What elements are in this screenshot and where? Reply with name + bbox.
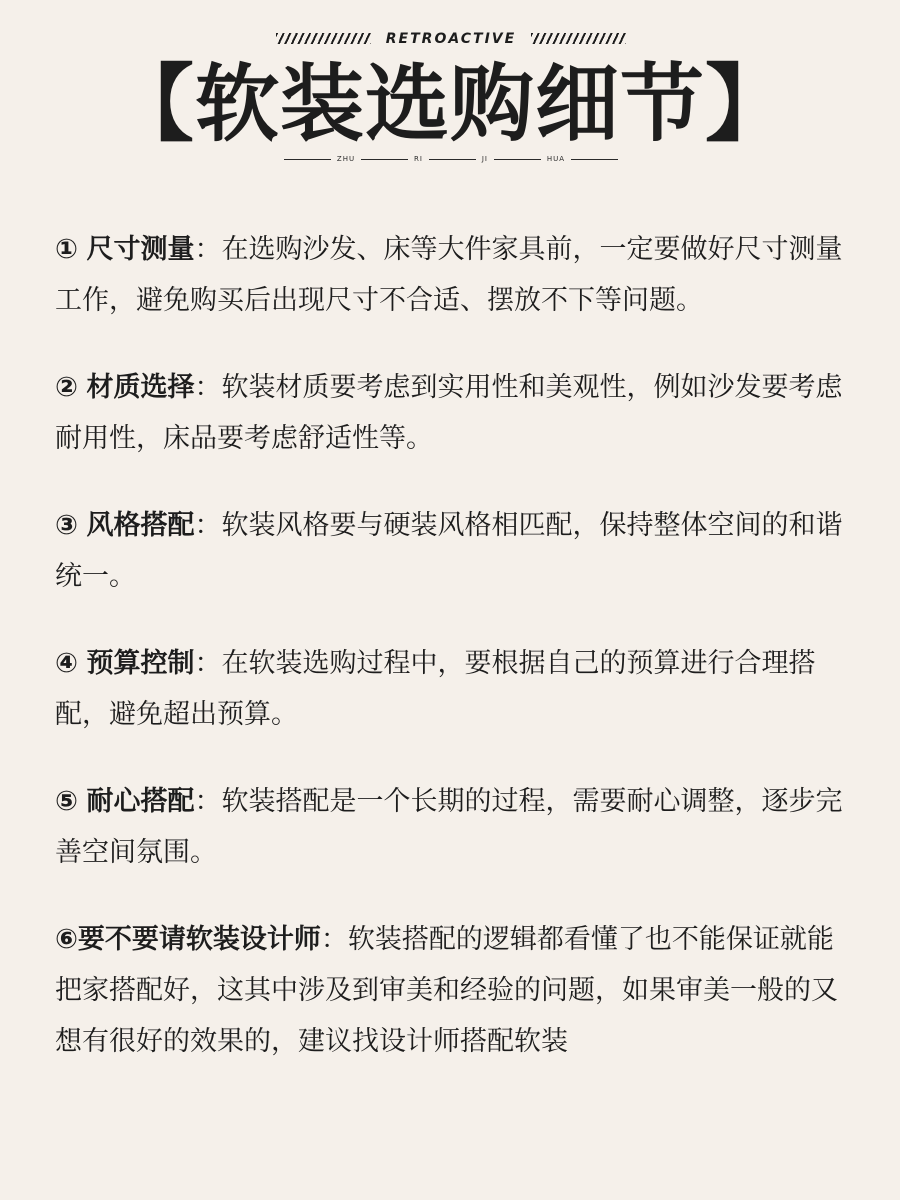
sub-word: JI — [481, 155, 488, 163]
tip-term: 预算控制 — [86, 648, 195, 679]
tip-marker: ⑤ — [55, 786, 78, 817]
tip-marker: ③ — [55, 510, 78, 541]
tip-term: 尺寸测量 — [86, 234, 195, 265]
tip-description: 软装风格要与硬装风格相匹配，保持整体空间的和谐统一。 — [55, 510, 843, 592]
tip-item — [55, 776, 855, 878]
tip-separator: ： — [194, 510, 222, 541]
tip-separator: ： — [194, 234, 222, 265]
page-title: 【软装选购细节】 — [109, 55, 790, 153]
tip-marker: ④ — [55, 648, 78, 679]
sub-word: RI — [414, 155, 423, 163]
tip-description: 软装搭配的逻辑都看懂了也不能保证就能把家搭配好，这其中涉及到审美和经验的问题，如果审美一般的又想有很好的效果的，建议找设计师搭配软装 — [55, 924, 838, 1057]
header — [0, 0, 900, 180]
sub-word: ZHU — [336, 155, 356, 163]
brand-band — [276, 30, 626, 48]
tip-item — [55, 224, 855, 326]
tip-separator: ： — [194, 372, 222, 403]
tip-description: 在软装选购过程中，要根据自己的预算进行合理搭配，避免超出预算。 — [55, 648, 816, 730]
tip-item — [55, 362, 855, 464]
tip-description: 软装搭配是一个长期的过程，需要耐心调整，逐步完善空间氛围。 — [55, 786, 843, 868]
divider-line — [494, 159, 541, 160]
tip-marker: ① — [55, 234, 78, 265]
tip-term: 材质选择 — [86, 372, 195, 403]
tip-separator: ： — [194, 648, 222, 679]
tip-description: 软装材质要考虑到实用性和美观性，例如沙发要考虑耐用性，床品要考虑舒适性等。 — [55, 372, 843, 454]
sub-band — [278, 152, 624, 166]
divider-line — [361, 159, 408, 160]
tip-term: 风格搭配 — [86, 510, 195, 541]
tip-item — [55, 914, 855, 1067]
tip-marker: ② — [55, 372, 78, 403]
divider-line — [429, 159, 476, 160]
tips-list — [55, 224, 855, 1067]
tip-separator: ： — [320, 924, 348, 955]
brand-label: RETROACTIVE — [385, 31, 517, 47]
tip-separator: ： — [194, 786, 222, 817]
tip-item — [55, 500, 855, 602]
divider-line — [571, 159, 618, 160]
tip-term: 要不要请软装设计师 — [77, 924, 321, 955]
tip-term: 耐心搭配 — [86, 786, 195, 817]
divider-line — [284, 159, 331, 160]
stripes-decoration-right — [531, 33, 626, 44]
tip-marker: ⑥ — [55, 924, 78, 955]
tip-description: 在选购沙发、床等大件家具前，一定要做好尺寸测量工作，避免购买后出现尺寸不合适、摆放不下等问题。 — [55, 234, 843, 316]
tip-item — [55, 638, 855, 740]
sub-word: HUA — [546, 155, 566, 163]
